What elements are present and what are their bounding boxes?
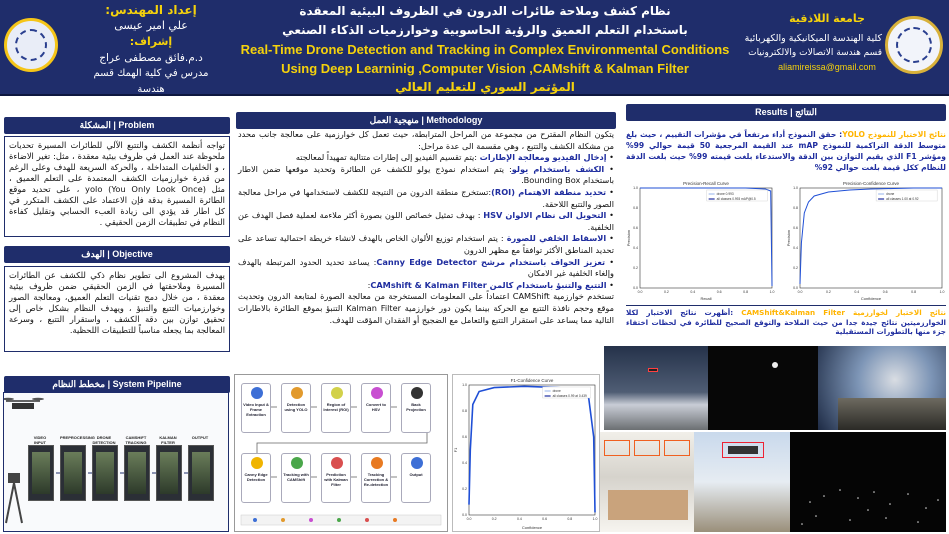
panel-preprocessing [60, 445, 86, 501]
curve-line [800, 188, 942, 284]
legend-label: drone [886, 192, 895, 197]
objective-text: يهدف المشروع الى تطوير نظام ذكي للكشف عن الطائرات المسيرة وملاحقتها في الزمن الحقيقي ضمن ظروف بيئية معقدة ، من خلال دمج تقنيات التعلم العميق، ومعالجة الصور وخوارزميات التتبع والتنبؤ ، ويهدف النظام بشكل خاص إلى تحقيق توازن بين دقة الكشف ، واستقرار التتبع ، وسرعة المعالجة بما يجعله مناسباً للتطبيقات اللحظية. [4, 266, 230, 352]
grid-box-3 [664, 440, 690, 456]
grid-box-2 [634, 440, 660, 456]
plot-title: Precision-Recall Curve [683, 181, 729, 186]
title-block [225, 2, 745, 97]
roi-icon [331, 387, 343, 399]
y-tick-label: 0.6 [462, 435, 467, 439]
title-english-1: Real-Time Drone Detection and Tracking in Complex Environmental Conditions [240, 42, 730, 57]
method-item-7-text: : [367, 279, 371, 290]
hsv-icon [371, 387, 383, 399]
y-tick-label: 0.2 [793, 266, 798, 270]
x-tick-label: 0.2 [491, 517, 497, 521]
x-tick-label: 1.0 [592, 517, 598, 521]
title-arabic-2: باستخدام التعلم العميق والرؤية الحاسوبية وخوارزميات الذكاء الصنعي [282, 23, 688, 37]
flow-node-yolo-title: Detection using YOLO [284, 402, 308, 412]
video-icon [251, 387, 263, 399]
stage-output: OUTPUT [191, 435, 209, 440]
y-tick-label: 0.4 [793, 246, 798, 250]
x-tick-label: 0.2 [663, 290, 669, 294]
stage-camshift: CAMSHIFT TRACKING [125, 435, 147, 445]
tracking-icon [291, 457, 303, 469]
plot-frame [800, 188, 942, 288]
tracking-box [722, 442, 764, 458]
email-address: aliamireissa@gmail.com [778, 62, 876, 72]
y-tick-label: 0.6 [633, 226, 638, 230]
method-item-2: • الكشف باستخدام يولو: يتم استخدام نموذج يولو للكشف عن الطائرة وتحديد موقعها ضمن الاطار باستخدام Bounding Box. [238, 163, 615, 186]
university-name: جامعة اللاذقية [789, 12, 865, 25]
x-tick-label: 1.0 [769, 290, 775, 294]
results-tracking-label: نتائج الاختبار لخوارزمية CAMShift&Kalman Filter [741, 308, 946, 317]
y-tick-label: 1.0 [633, 186, 638, 190]
method-item-5-label: الاسقاط الخلفي للصورة [506, 233, 607, 244]
title-arabic-1: نظام كشف وملاحة طائرات الدرون في الظروف البيئية المعقدة [299, 4, 671, 18]
x-axis-label: Confidence [860, 296, 882, 301]
flow-node-correction-title: Tracking Correction & Re-detection [363, 472, 389, 487]
method-item-4-text: : بهدف تمثيل خصائص اللون بصورة أكثر ملاءمة لعملية فصل الهدف عن الخلفية. [238, 210, 614, 232]
pipeline-heading: مخطط النظام | System Pipeline [4, 376, 230, 393]
y-tick-label: 0.2 [462, 487, 467, 491]
results-yolo-label: نتائج الاختبار للنموذج YOLO [842, 130, 947, 139]
x-axis-label: Recall [700, 296, 712, 301]
y-tick-label: 0.8 [462, 409, 467, 413]
faculty-logo [4, 18, 58, 72]
panel-video-input [28, 445, 54, 501]
method-item-8-text: تستخدم خوارزمية CAMShift اعتماداً على المعلومات المستخرجة من معالجة الصورة لمتابعة الدرون وتحديث موقع وحجم نافذة التتبع مع الحركة بينما يكون دور خوارزمية Kalman Filter التنبؤ بموقع الطائرة بالاطارات التالية مما يساعد على استقرار التتبع والتعامل مع الضجيج أو الفقدان المؤقت للهدف. [238, 291, 615, 325]
x-tick-label: 0.4 [854, 290, 860, 294]
photo-drone-sky-1 [604, 346, 708, 430]
stage-drone-detection: DRONE DETECTION [92, 435, 116, 445]
camera-icon [6, 473, 22, 523]
flow-node-video-input-title: Video Input & Frame Extraction [243, 402, 269, 417]
panel-output [188, 445, 214, 501]
plot-title: F1-Confidence Curve [510, 378, 554, 383]
flow-node-roi-title: Region of Interest (ROI) [323, 402, 349, 412]
f1-confidence-plot [452, 374, 600, 532]
objective-heading: الهدف | Objective [4, 246, 230, 263]
method-item-5-text: : يتم استخدام توزيع الألوان الخاص بالهدف لانشاء خريطة احتمالية تساعد على تحديد المناطق الأكثر توافقاً مع مظهر الدرون [238, 233, 614, 255]
method-item-3: • تحديد منطقة الاهتمام (ROI):تستخرج منطقة الدرون من النتيجة للكشف لاستخدامها في مراحل معالجة الصور والتتبع اللاحقة. [238, 186, 614, 209]
flow-node-correction [361, 453, 391, 503]
curve-line [469, 386, 595, 512]
flow-node-hsv [361, 383, 391, 433]
methodology-heading: منهجية العمل | Methodology [236, 112, 616, 129]
y-tick-label: 0.0 [462, 513, 467, 517]
drone-icon [4, 398, 44, 409]
stage-preprocessing: PREPROCESSING [60, 435, 95, 440]
y-tick-label: 0.0 [793, 286, 798, 290]
method-item-6-label: تعزيز الحواف باستخدام مرشح Canny Edge Detector [376, 256, 606, 267]
legend-label: all classes 1.00 at 0.92 [886, 197, 919, 202]
x-tick-label: 0.0 [466, 517, 472, 521]
method-item-5: • الاسقاط الخلفي للصورة : يتم استخدام توزيع الألوان الخاص بالهدف لانشاء خريطة احتمالية تساعد على تحديد المناطق الأكثر توافقاً مع مظهر الدرون [238, 233, 615, 255]
method-item-3-text: :تستخرج منطقة الدرون من النتيجة للكشف لاستخدامها في مراحل معالجة الصور والتتبع اللاحقة. [238, 186, 614, 209]
conference-name: المؤتمر السوري للتعليم العالي [395, 80, 575, 94]
edge-icon [251, 457, 263, 469]
flow-node-video-input [241, 383, 271, 433]
pipeline-diagram [3, 392, 229, 532]
legend-label: drone 0.993 [716, 192, 734, 197]
methodology-flowchart [234, 374, 448, 532]
precision-confidence-svg [786, 180, 946, 302]
method-item-4-label: التحويل الى نظام الالوان HSV [483, 210, 607, 221]
title-english-2: Using Deep Learninig ,Computer Vision ,CAMshift & Kalman Filter [281, 61, 689, 76]
panel-camshift [124, 445, 150, 501]
x-tick-label: 0.8 [567, 517, 573, 521]
poster-header [0, 0, 949, 111]
authors-block [59, 2, 210, 114]
mountain-shape [838, 398, 946, 430]
y-tick-label: 0.8 [633, 206, 638, 210]
method-item-1-label: إدخال الفيديو ومعالجة الإطارات [479, 152, 607, 163]
target-blob [772, 362, 778, 368]
y-axis-label: F1 [453, 447, 458, 453]
precision-confidence-plot [786, 180, 946, 302]
supervision-label: إشراف: [129, 35, 173, 48]
methodology-text [236, 129, 616, 365]
results-yolo-text: : حقق النموذج أداء مرتفعاً في مؤشرات التقييم ، حيث بلغ متوسط الدقة التراكمية للنموذج mAP عند القيمة المرجعية 50 قيمة حوالي 99% ومؤشر F1 الذي يقيم التوازن بين الدقة والاستدعاء بلغت قيمته 99% حيث بلغت الدقة للنظام ككل قيمة بلغت حوالي 92% [626, 130, 946, 172]
panel-detection [92, 445, 118, 501]
faculty-name: كلية الهندسة الميكانيكية والكهربائية [744, 33, 882, 44]
flow-node-yolo [281, 383, 311, 433]
plot-frame [469, 385, 595, 515]
method-item-2-text: : يتم استخدام نموذج يولو للكشف عن الطائرة وتحديد موقعها ضمن الاطار باستخدام Bounding Box. [238, 163, 614, 186]
detection-box [648, 368, 658, 372]
x-tick-label: 0.8 [911, 290, 917, 294]
plot-frame [640, 188, 772, 288]
prepared-by-label: إعداد المهندس: [105, 3, 197, 17]
y-tick-label: 0.6 [793, 226, 798, 230]
photo-drone-sky-2 [818, 346, 946, 430]
grid-box-1 [604, 440, 630, 456]
supervisor-name: د.م.فائق مصطفى عراج [99, 52, 203, 64]
method-item-2-label: الكشف باستخدام يولو [511, 163, 605, 174]
method-item-3-label: تحديد منطقة الاهتمام (ROI) [491, 186, 607, 197]
method-item-6: • تعزيز الحواف باستخدام مرشح Canny Edge Detector: يساعد تحديد الحدود المرتبطة بالهدف وإلغاء الخلفية غير الامكان [238, 256, 615, 279]
x-tick-label: 1.0 [939, 290, 945, 294]
correction-icon [371, 457, 383, 469]
precision-recall-plot [626, 180, 776, 302]
x-tick-label: 0.0 [797, 290, 803, 294]
y-tick-label: 0.4 [633, 246, 638, 250]
legend-label: all classes 0.99 at 0.439 [552, 394, 587, 399]
flow-node-kalman-title: Prediction with Kalman Filter [324, 472, 348, 487]
ground-strip [608, 490, 688, 520]
legend-label: drone [552, 389, 561, 394]
panel-kalman [156, 445, 182, 501]
precision-recall-svg [626, 180, 776, 302]
results-heading: Results | النتائج [626, 104, 946, 121]
flow-node-kalman [321, 453, 351, 503]
supervisor-role: مدرس في كلية الهمك قسم هندسة [93, 68, 209, 95]
y-axis-label: Precision [626, 229, 631, 247]
supervisor-dept: الاتصالات والالكترونيات -جامعة اللاذقية [59, 100, 210, 111]
flow-node-roi [321, 383, 351, 433]
university-block [744, 12, 882, 74]
method-item-6-text: : يساعد تحديد الحدود المرتبطة بالهدف وإلغاء الخلفية غير الامكان [238, 256, 614, 279]
x-axis-label: Confidence [521, 525, 543, 530]
y-tick-label: 1.0 [793, 186, 798, 190]
author-name: علي امير عيسى [114, 19, 188, 32]
plot-title: Precision-Confidence Curve [842, 181, 900, 186]
output-icon [411, 457, 423, 469]
flow-node-output [401, 453, 431, 503]
y-tick-label: 0.4 [462, 461, 467, 465]
x-tick-label: 0.8 [743, 290, 749, 294]
photo-detection-grid [600, 432, 694, 532]
results-intro [626, 129, 946, 173]
department-name: قسم هندسة الاتصالات والالكترونيات [748, 48, 882, 58]
flow-node-canny [241, 453, 271, 503]
x-tick-label: 0.4 [690, 290, 696, 294]
edge-points [790, 432, 946, 532]
stage-kalman: KALMAN FILTER [159, 435, 177, 445]
f1-confidence-svg [453, 375, 599, 531]
x-tick-label: 0.0 [637, 290, 643, 294]
university-logo [885, 16, 943, 74]
y-tick-label: 1.0 [462, 383, 467, 387]
results-tracking-body: :أظهرت نتائج الاختبار لكلا الخوارزميتين نتائج جيدة جدا من حيث الملاحة والتوقع الصحيح للطائرة في لحظات اختفاء جزء منها بالتطورات المستقبلية [626, 308, 946, 336]
flow-node-backprojection-title: Back Projection [406, 402, 426, 412]
y-axis-label: Precision [786, 229, 791, 247]
method-item-8 [238, 291, 614, 326]
photo-drone-winter [694, 432, 790, 532]
problem-heading: المشكلة | Problem [4, 117, 230, 134]
photo-edge-map [790, 432, 946, 532]
flow-node-canny-title: Canny Edge Detection [244, 472, 268, 482]
y-tick-label: 0.0 [633, 286, 638, 290]
backprojection-icon [411, 387, 423, 399]
y-tick-label: 0.8 [793, 206, 798, 210]
results-tracking-text [626, 305, 946, 343]
y-tick-label: 0.2 [633, 266, 638, 270]
legend-label: all classes 0.993 mAP@0.5 [716, 197, 756, 202]
method-item-1: • إدخال الفيديو ومعالجة الإطارات :يتم تقسيم الفيديو إلى إطارات متتالية تمهيداً لمعالجته [295, 152, 614, 163]
x-tick-label: 0.6 [542, 517, 548, 521]
method-item-1-text: :يتم تقسيم الفيديو إلى إطارات متتالية تمهيداً لمعالجته [295, 152, 480, 163]
x-tick-label: 0.6 [882, 290, 888, 294]
curve-line [640, 188, 772, 286]
flowchart-legend [241, 515, 441, 525]
flow-node-camshift [281, 453, 311, 503]
flow-node-output-title: Output [409, 472, 423, 477]
x-tick-label: 0.2 [825, 290, 831, 294]
flow-node-hsv-title: Convert to HSV [366, 402, 386, 412]
photo-backprojection-1 [708, 346, 818, 430]
method-item-7-label: التتبع والتنبؤ باستخدام كالمن CAMshift & Kalman Filter [370, 279, 607, 290]
x-tick-label: 0.4 [516, 517, 522, 521]
detection-icon [291, 387, 303, 399]
x-tick-label: 0.6 [716, 290, 722, 294]
method-item-7: • التتبع والتنبؤ باستخدام كالمن CAMshift & Kalman Filter: [367, 279, 614, 290]
methodology-intro: يتكون النظام المقترح من مجموعة من المراحل المترابطة، حيث تعمل كل خوارزمية على معالجة جانب محدد من مشكلة الكشف والتتبع ، وهي مقسمة الى عدة مراحل: [238, 129, 614, 151]
stage-video-input: VIDEO INPUT [33, 435, 47, 445]
flow-node-camshift-title: Tracking with CAMShift [283, 472, 309, 482]
prediction-icon [331, 457, 343, 469]
method-item-4: • التحويل الى نظام الالوان HSV : بهدف تمثيل خصائص اللون بصورة أكثر ملاءمة لعملية فصل الهدف عن الخلفية. [238, 210, 614, 232]
problem-text: تواجه أنظمة الكشف والتتبع الآلي للطائرات المسيرة تحديات ملحوظة عند العمل في ظروف بيئية معقدة ، مثل: تغير الاضاءة ، و الخلفيات المتداخلة ، والحركة السريعة للهدف وعلى الرغم من قدرة خوارزميات الكشف المعتمدة على التعلم العميق ، مثل yolo (You Only Look Once) ، على تحديد موقع الطائرة المسيرة بدقة فإن الاعتماد على الكشف المتكرر في كل اطار قد يؤدي الى زيادة العبء الحسابي وتقليل كفاءة النظام في تطبيقات الزمن الحقيقي . [4, 136, 230, 237]
flow-node-backprojection [401, 383, 431, 433]
